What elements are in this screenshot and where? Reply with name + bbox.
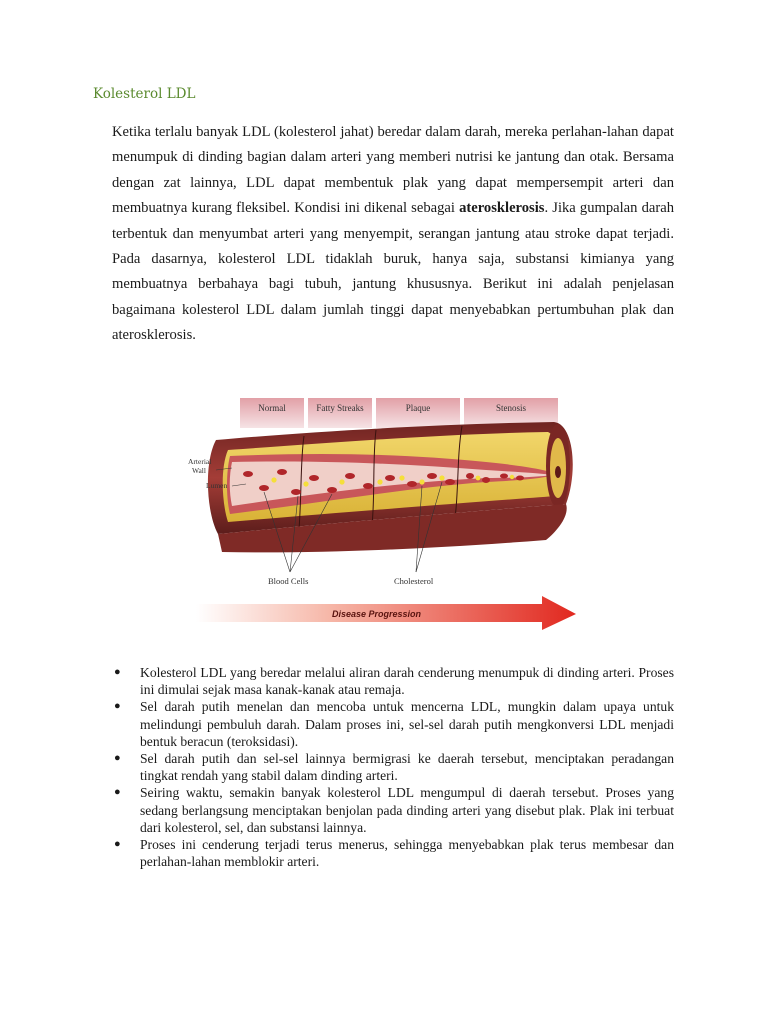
label-lumen: Lumen: [206, 481, 228, 490]
bullet-dot-icon: ●: [114, 838, 121, 851]
stage-label: Fatty Streaks: [316, 403, 364, 413]
label-arterial-wall: Arterial: [188, 457, 212, 466]
artery-illustration: [186, 392, 578, 632]
progression-arrow: [196, 596, 576, 630]
intro-bold-term: aterosklerosis: [459, 200, 545, 217]
intro-text-part2: . Jika gumpalan darah terbentuk dan menyumbat arteri yang menyempit, serangan jantung atau stroke dapat terjadi. Pada dasarnya, kolesterol LDL tidaklah buruk, hanya saja, substansi kimianya yang membuatnya berbahaya bagi tubuh, jantung khususnya. Berikut ini adalah penjelasan bagaimana kolesterol LDL dalam jumlah tinggi dapat menyebabkan pertumbuhan plak dan aterosklerosis.: [112, 200, 674, 344]
list-item: [112, 698, 674, 750]
bullet-dot-icon: ●: [114, 700, 121, 713]
label-blood-cells: Blood Cells: [268, 576, 309, 586]
list-item-text: Sel darah putih dan sel-sel lainnya bermigrasi ke daerah tersebut, menciptakan peradangan tingkat rendah yang stabil dalam dinding arteri.: [140, 751, 674, 784]
stage-label: Stenosis: [495, 403, 527, 413]
list-item: [112, 836, 674, 870]
list-item-text: Kolesterol LDL yang beredar melalui aliran darah cenderung menumpuk di dinding arteri. Proses ini dimulai sejak masa kanak-kanak atau remaja.: [140, 665, 674, 698]
list-item-text: Proses ini cenderung terjadi terus menerus, sehingga menyebabkan plak terus membesar dan perlahan-lahan memblokir arteri.: [140, 837, 674, 870]
list-item: [112, 750, 674, 784]
bullet-dot-icon: ●: [114, 666, 121, 678]
list-item-text: Seiring waktu, semakin banyak kolesterol LDL mengumpul di daerah tersebut. Proses yang sedang berlangsung menciptakan benjolan pada dinding arteri yang disebut plak. Plak ini terbuat dari kolesterol, sel, dan substansi lainnya.: [140, 785, 674, 835]
bullet-dot-icon: ●: [114, 786, 121, 799]
list-item: [112, 784, 674, 836]
label-cholesterol: Cholesterol: [394, 576, 434, 586]
label-arterial-wall-2: Wall: [192, 466, 206, 475]
page-heading: Kolesterol LDL: [93, 86, 196, 102]
bullet-dot-icon: ●: [114, 752, 121, 765]
artery-svg: [186, 392, 578, 632]
list-item: [112, 664, 674, 698]
progression-label: Disease Progression: [332, 609, 422, 619]
stage-label: Plaque: [405, 403, 431, 413]
intro-paragraph: [112, 120, 674, 349]
intro-text-part1: Ketika terlalu banyak LDL (kolesterol jahat) beredar dalam darah, mereka perlahan-lahan dapat menumpuk di dinding bagian dalam arteri yang memberi nutrisi ke jantung dan otak. Bersama dengan zat lainnya, LDL dapat membentuk plak yang dapat mempersempit arteri dan membuatnya kurang fleksibel. Kondisi ini dikenal sebagai: [112, 124, 674, 217]
list-item-text: Sel darah putih menelan dan mencoba untuk mencerna LDL, mungkin dalam upaya untuk melindungi pembuluh darah. Dalam proses ini, sel-sel darah putih mengkonversi LDL menjadi bentuk beracun (teroksidasi).: [140, 699, 674, 749]
stage-label: Normal: [258, 403, 286, 413]
bullet-list: [112, 664, 674, 870]
